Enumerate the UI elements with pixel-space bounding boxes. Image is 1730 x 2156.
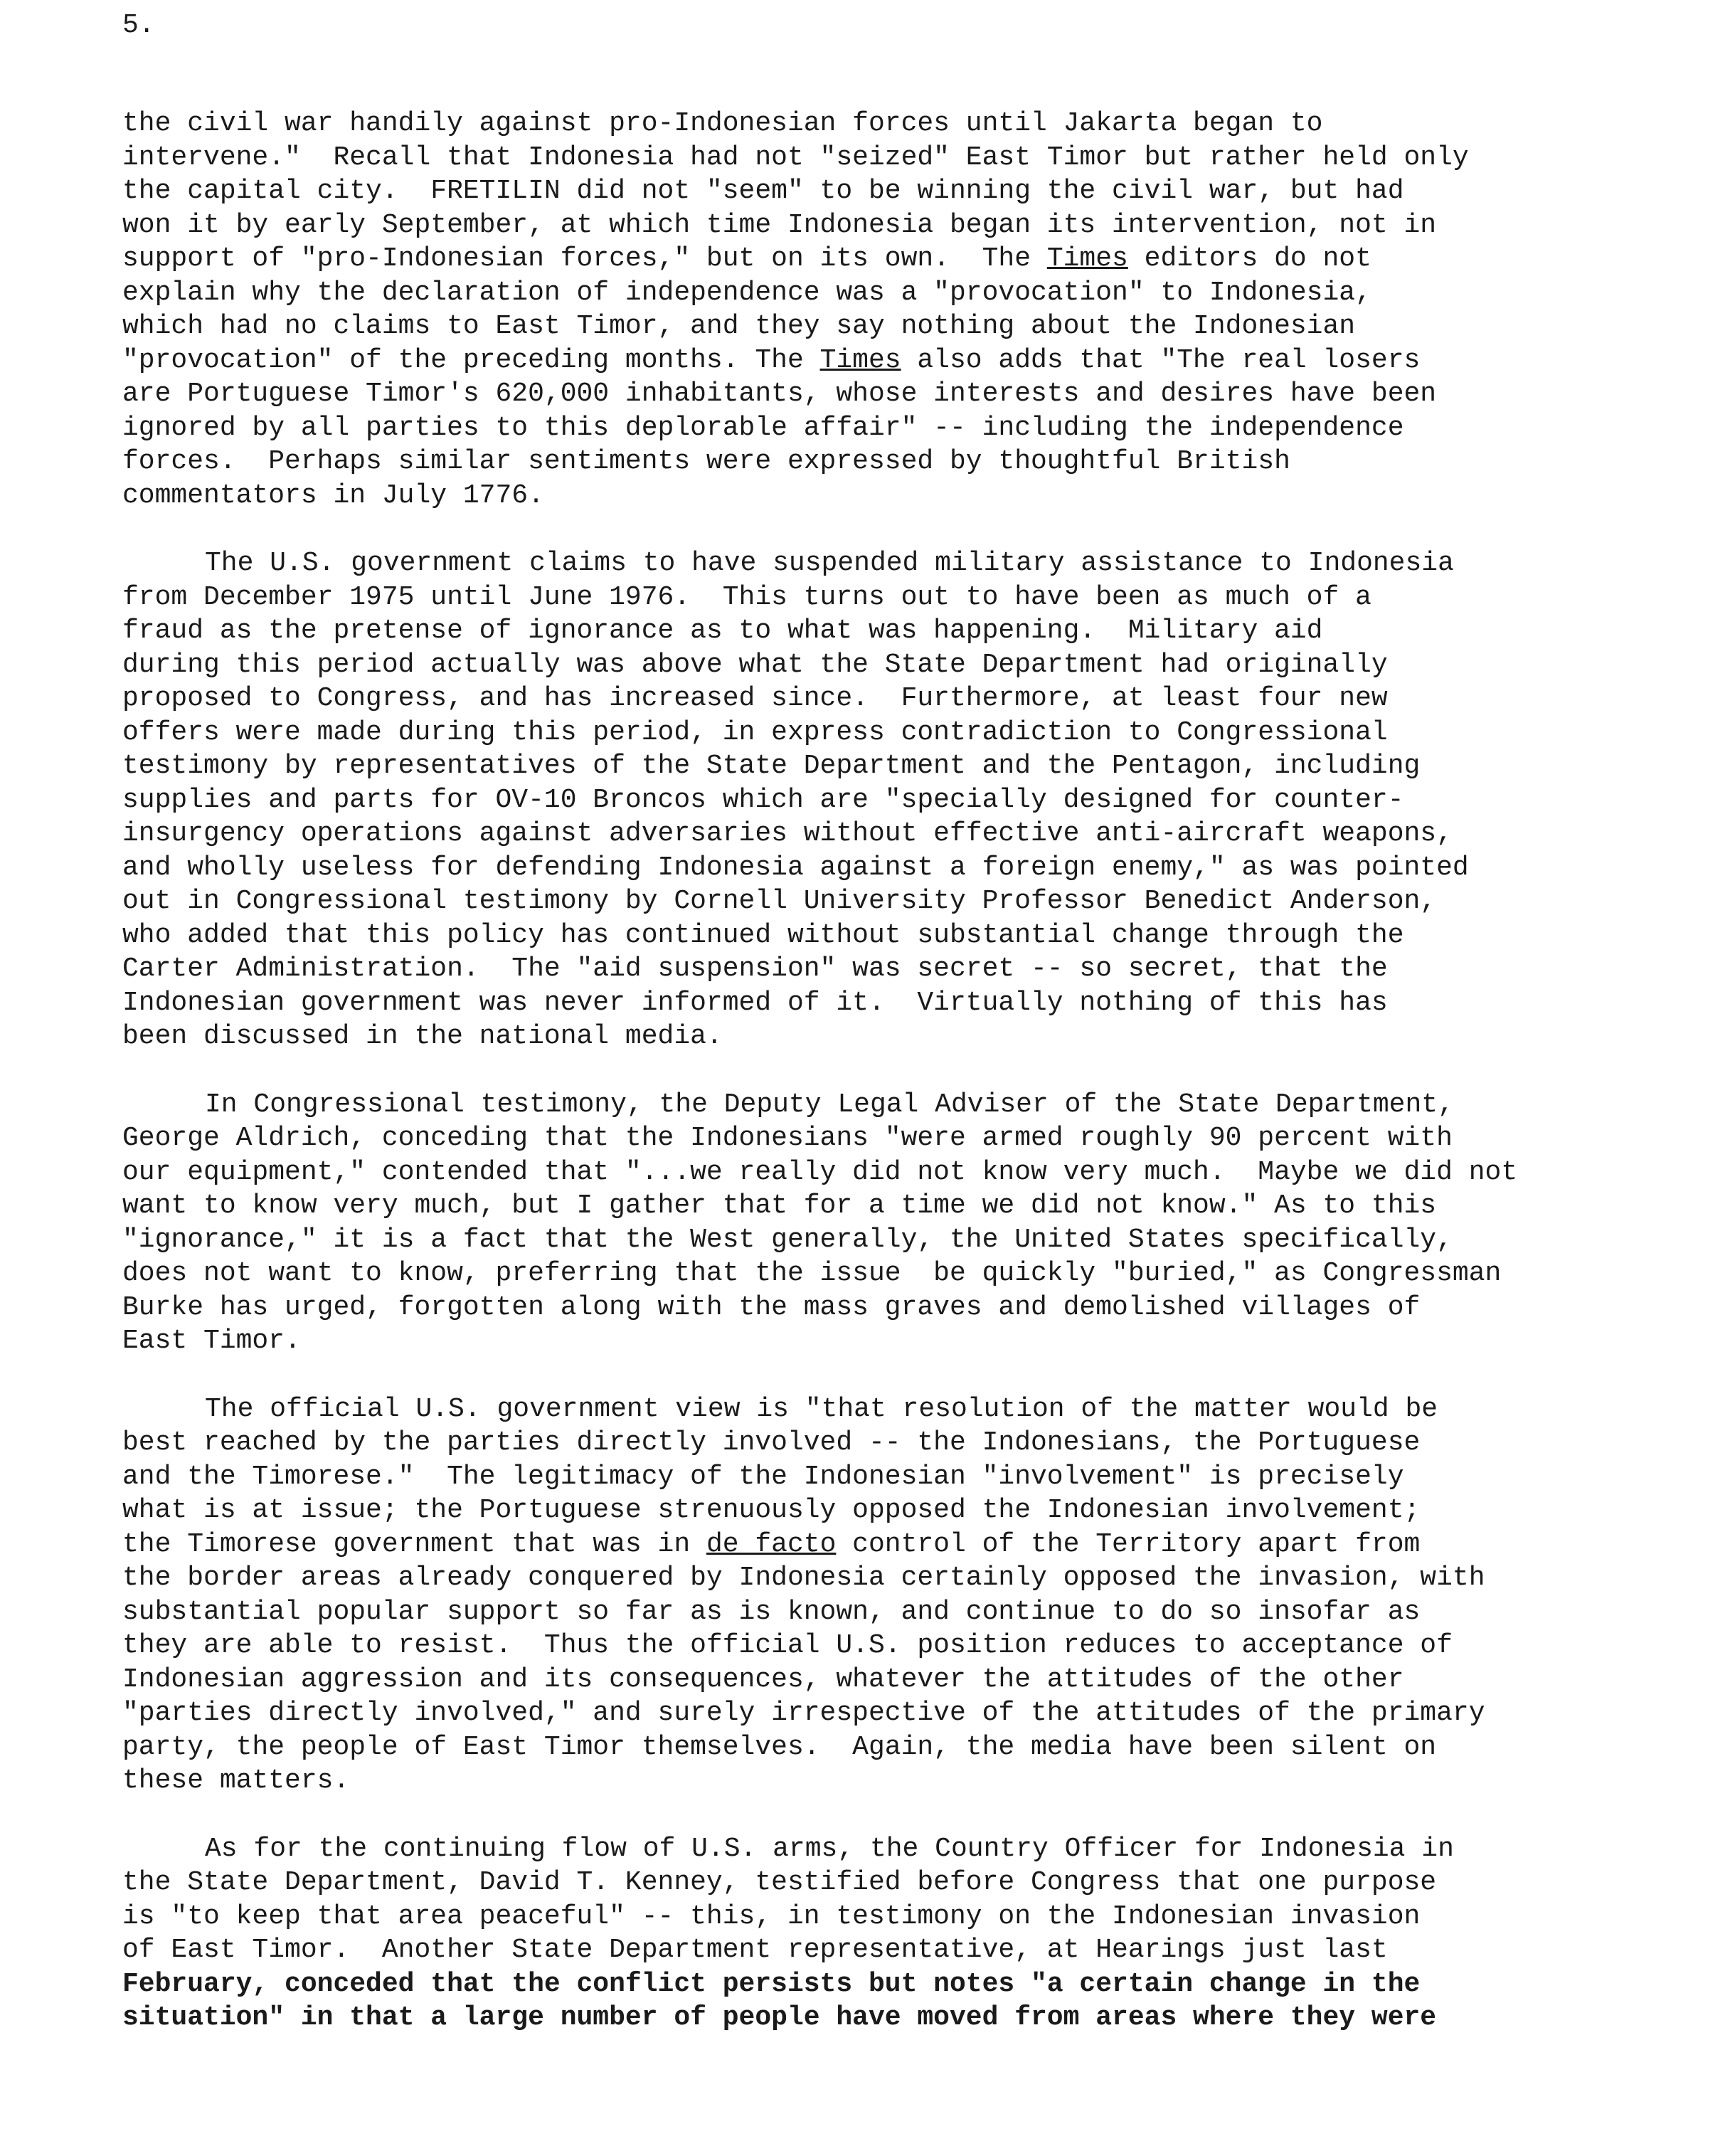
text-segment: from December 1975 until June 1976. This turns out to have been as much of a	[122, 581, 1371, 613]
text-line	[122, 242, 1602, 276]
text-segment: and wholly useless for defending Indonesia against a foreign enemy," as was pointed	[122, 852, 1469, 883]
text-segment: won it by early September, at which time Indonesia began its intervention, not in	[122, 209, 1437, 241]
text-segment: ignored by all parties to this deplorable affair" -- including the independence	[122, 412, 1404, 443]
text-segment: offers were made during this period, in express contradiction to Congressional	[122, 717, 1388, 748]
text-segment: does not want to know, preferring that the issue be quickly "buried," as Congressman	[122, 1258, 1502, 1289]
text-segment: commentators in July 1776.	[122, 480, 544, 511]
text-line	[122, 208, 1602, 243]
text-line	[122, 817, 1602, 851]
text-segment: As for the continuing flow of U.S. arms, the Country Officer for Indonesia in	[205, 1833, 1454, 1864]
text-line	[122, 1020, 1602, 1054]
text-segment: Indonesian aggression and its consequences, whatever the attitudes of the other	[122, 1664, 1404, 1695]
text-line	[122, 749, 1602, 783]
text-line	[122, 1933, 1602, 1967]
text-line	[122, 1832, 1602, 1866]
text-segment: The U.S. government claims to have suspended military assistance to Indonesia	[205, 548, 1454, 578]
text-line	[122, 682, 1602, 716]
text-segment: insurgency operations against adversaries without effective anti-aircraft weapons,	[122, 818, 1453, 849]
text-line	[122, 1663, 1602, 1697]
text-segment: is "to keep that area peaceful" -- this, in testimony on the Indonesian invasion	[122, 1901, 1421, 1932]
text-line	[122, 310, 1602, 344]
text-segment: Indonesian government was never informed of it. Virtually nothing of this has	[122, 987, 1388, 1018]
text-segment: the capital city. FRETILIN did not "seem" to be winning the civil war, but had	[122, 176, 1404, 206]
text-line	[122, 1561, 1602, 1595]
text-line	[122, 1156, 1602, 1190]
text-segment: the civil war handily against pro-Indonesian forces until Jakarta began to	[122, 108, 1323, 139]
text-line	[122, 1866, 1602, 1900]
text-line	[122, 919, 1602, 953]
paragraph	[122, 546, 1602, 1054]
text-line	[122, 1426, 1602, 1460]
text-segment: out in Congressional testimony by Cornell University Professor Benedict Anderson,	[122, 886, 1437, 916]
text-segment: the State Department, David T. Kenney, testified before Congress that one purpose	[122, 1867, 1437, 1898]
paragraph	[122, 107, 1602, 512]
text-line	[122, 276, 1602, 310]
underlined-text: Times	[1046, 243, 1128, 274]
text-segment: fraud as the pretense of ignorance as to what was happening. Military aid	[122, 615, 1323, 646]
text-line	[122, 1257, 1602, 1291]
text-segment: also adds that "The real losers	[901, 344, 1421, 376]
text-line	[122, 174, 1602, 208]
text-line	[122, 479, 1602, 513]
text-segment: situation" in that a large number of people have moved from areas where they were	[122, 2002, 1437, 2033]
text-segment: February, conceded that the conflict persists but notes "a certain change in the	[122, 1968, 1421, 1999]
text-line	[122, 1223, 1602, 1257]
text-segment: our equipment," contended that "...we really did not know very much. Maybe we did not	[122, 1156, 1518, 1188]
text-line	[122, 107, 1602, 141]
text-segment: "provocation" of the preceding months. The	[122, 344, 820, 376]
text-segment: these matters.	[122, 1765, 350, 1796]
text-line	[122, 1900, 1602, 1934]
text-line	[122, 986, 1602, 1020]
text-segment: proposed to Congress, and has increased since. Furthermore, at least four new	[122, 683, 1388, 714]
text-line	[122, 1730, 1602, 1765]
text-line	[122, 884, 1602, 919]
text-segment: In Congressional testimony, the Deputy Legal Adviser of the State Department,	[205, 1089, 1454, 1120]
text-segment: which had no claims to East Timor, and they say nothing about the Indonesian	[122, 311, 1356, 342]
text-line	[122, 614, 1602, 648]
text-line	[122, 411, 1602, 445]
text-line	[122, 1696, 1602, 1730]
text-segment: want to know very much, but I gather that for a time we did not know." As to this	[122, 1190, 1437, 1221]
text-line	[122, 1595, 1602, 1629]
text-line	[122, 648, 1602, 682]
text-line	[122, 377, 1602, 411]
text-line	[122, 141, 1602, 175]
paragraph	[122, 1393, 1602, 1798]
text-line	[122, 1528, 1602, 1562]
text-line	[122, 2001, 1602, 2035]
text-segment: "ignorance," it is a fact that the West generally, the United States specifically,	[122, 1224, 1453, 1255]
underlined-text: de facto	[706, 1528, 837, 1560]
text-segment: best reached by the parties directly involved -- the Indonesians, the Portuguese	[122, 1427, 1421, 1458]
text-line	[122, 581, 1602, 615]
text-line	[122, 1189, 1602, 1223]
text-segment: George Aldrich, conceding that the Indonesians "were armed roughly 90 percent with	[122, 1123, 1453, 1153]
text-line	[122, 1629, 1602, 1663]
text-segment: The official U.S. government view is "that resolution of the matter would be	[205, 1393, 1438, 1425]
text-line	[122, 546, 1602, 581]
text-line	[122, 1460, 1602, 1494]
text-segment: and the Timorese." The legitimacy of the Indonesian "involvement" is precisely	[122, 1461, 1404, 1492]
text-line	[122, 1324, 1602, 1358]
text-segment: are Portuguese Timor's 620,000 inhabitants, whose interests and desires have been	[122, 379, 1437, 409]
paragraph	[122, 1832, 1602, 2035]
body-text	[122, 107, 1602, 2069]
text-line	[122, 1494, 1602, 1528]
text-segment: who added that this policy has continued without substantial change through the	[122, 919, 1404, 951]
text-segment: substantial popular support so far as is known, and continue to do so insofar as	[122, 1596, 1421, 1627]
text-segment: during this period actually was above what the State Department had originally	[122, 649, 1388, 680]
text-line	[122, 1764, 1602, 1798]
text-segment: editors do not	[1127, 243, 1371, 274]
text-segment: been discussed in the national media.	[122, 1021, 723, 1052]
text-line	[122, 1291, 1602, 1325]
text-line	[122, 1121, 1602, 1156]
text-segment: Carter Administration. The "aid suspension" was secret -- so secret, that the	[122, 953, 1388, 984]
text-segment: East Timor.	[122, 1326, 301, 1356]
text-segment: control of the Territory apart from	[836, 1528, 1421, 1560]
text-line	[122, 445, 1602, 479]
text-segment: intervene." Recall that Indonesia had not "seized" East Timor but rather held only	[122, 142, 1469, 173]
text-segment: Burke has urged, forgotten along with the mass graves and demolished villages of	[122, 1291, 1421, 1323]
text-segment: supplies and parts for OV-10 Broncos which are "specially designed for counter-	[122, 784, 1404, 815]
text-segment: the border areas already conquered by Indonesia certainly opposed the invasion, with	[122, 1563, 1485, 1593]
text-segment: support of "pro-Indonesian forces," but on its own. The	[122, 243, 1047, 274]
text-line	[122, 851, 1602, 885]
text-segment: the Timorese government that was in	[122, 1528, 706, 1560]
text-segment: "parties directly involved," and surely irrespective of the attitudes of the primary	[122, 1698, 1485, 1728]
text-segment: testimony by representatives of the State Department and the Pentagon, including	[122, 751, 1421, 781]
underlined-text: Times	[819, 344, 901, 376]
text-line	[122, 1967, 1602, 2002]
text-segment: they are able to resist. Thus the official U.S. position reduces to acceptance of	[122, 1630, 1453, 1661]
text-segment: explain why the declaration of independence was a "provocation" to Indonesia,	[122, 277, 1371, 308]
paragraph	[122, 1088, 1602, 1358]
text-line	[122, 1393, 1602, 1427]
text-segment: what is at issue; the Portuguese strenuously opposed the Indonesian involvement;	[122, 1495, 1421, 1526]
text-segment: forces. Perhaps similar sentiments were expressed by thoughtful British	[122, 446, 1290, 477]
text-line	[122, 952, 1602, 986]
text-line	[122, 716, 1602, 750]
page-number: 5.	[122, 10, 155, 41]
text-line	[122, 344, 1602, 378]
text-segment: party, the people of East Timor themselves. Again, the media have been silent on	[122, 1731, 1437, 1763]
text-segment: of East Timor. Another State Department representative, at Hearings just last	[122, 1935, 1388, 1965]
text-line	[122, 1088, 1602, 1122]
text-line	[122, 783, 1602, 818]
